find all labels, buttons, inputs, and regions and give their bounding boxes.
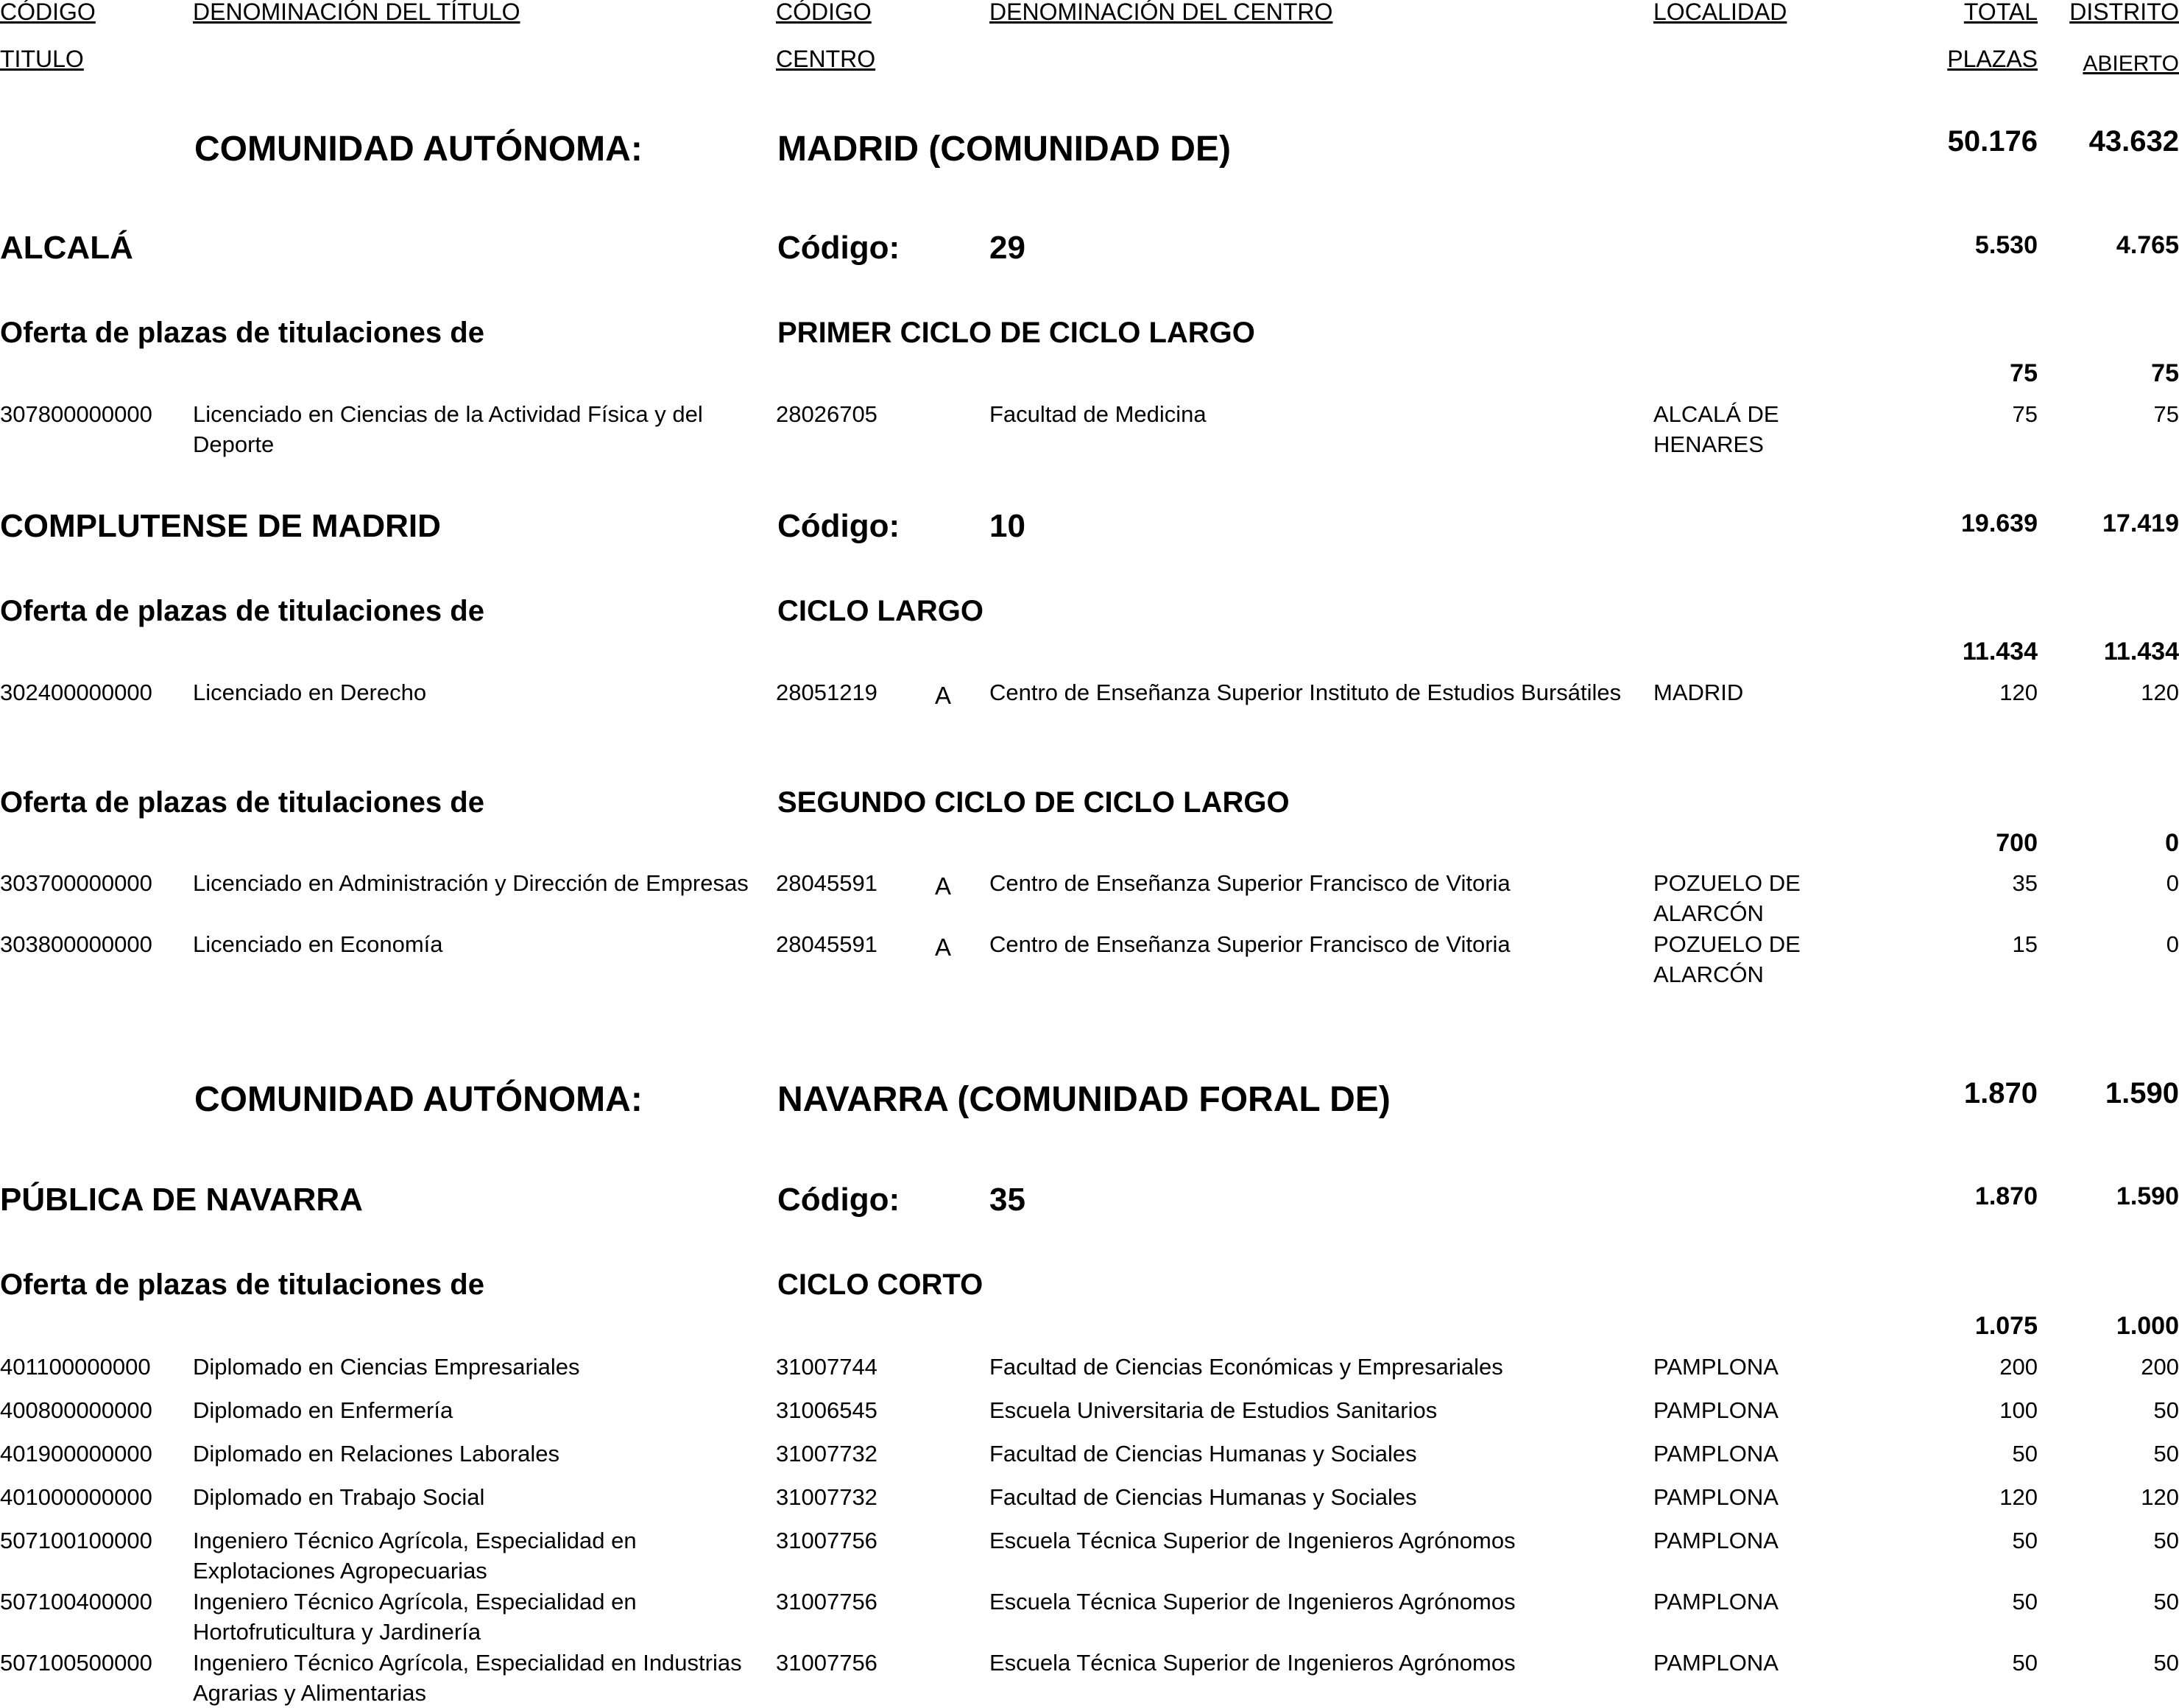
header-total-2: PLAZAS	[1947, 46, 2038, 72]
offer-type: PRIMER CICLO DE CICLO LARGO	[777, 317, 1255, 349]
university-name: PÚBLICA DE NAVARRA	[0, 1182, 363, 1218]
offer-abierto: 0	[2165, 829, 2179, 857]
row-titulo: Diplomado en Enfermería	[193, 1397, 453, 1423]
row-codigo: 507100500000	[0, 1650, 152, 1676]
row-abierto: 75	[2153, 401, 2179, 427]
row-codigo: 302400000000	[0, 680, 152, 705]
header-codigo-titulo-2: TITULO	[0, 46, 84, 72]
row-total: 15	[2012, 931, 2038, 957]
row-titulo: Licenciado en Administración y Dirección de Empresas	[193, 870, 749, 896]
community-name: NAVARRA (COMUNIDAD FORAL DE)	[777, 1080, 1391, 1119]
row-codigo: 401900000000	[0, 1441, 152, 1467]
row-abierto: 120	[2141, 1484, 2179, 1510]
row-centro: Facultad de Ciencias Humanas y Sociales	[989, 1484, 1417, 1510]
header-distrito-1: DISTRITO	[2069, 0, 2179, 25]
row-titulo: Licenciado en Economía	[193, 931, 443, 957]
offer-type: CICLO LARGO	[777, 595, 983, 627]
row-localidad: POZUELO DE ALARCÓN	[1653, 870, 1801, 926]
row-centro: Facultad de Medicina	[989, 401, 1207, 427]
community-name: MADRID (COMUNIDAD DE)	[777, 130, 1231, 169]
university-code-label: Código:	[777, 1182, 900, 1218]
row-titulo: Licenciado en Derecho	[193, 680, 427, 705]
row-centro-codigo: 28045591	[776, 931, 877, 957]
community-total: 50.176	[1947, 125, 2038, 158]
header-total-1: TOTAL	[1963, 0, 2038, 25]
community-abierto: 43.632	[2088, 125, 2179, 158]
university-total: 5.530	[1974, 231, 2038, 259]
offer-label: Oferta de plazas de titulaciones de	[0, 786, 484, 819]
row-total: 200	[1999, 1354, 2038, 1380]
row-localidad: POZUELO DE ALARCÓN	[1653, 931, 1801, 987]
row-centro-codigo: 31007744	[776, 1354, 877, 1380]
row-codigo: 507100400000	[0, 1589, 152, 1615]
header-distrito-2: ABIERTO	[2083, 52, 2179, 76]
row-codigo: 303700000000	[0, 870, 152, 896]
row-abierto: 50	[2153, 1397, 2179, 1423]
row-localidad: PAMPLONA	[1653, 1528, 1779, 1553]
offer-abierto: 1.000	[2116, 1312, 2179, 1340]
row-localidad: PAMPLONA	[1653, 1589, 1779, 1615]
university-abierto: 1.590	[2116, 1182, 2179, 1210]
row-total: 50	[2012, 1650, 2038, 1676]
university-total: 1.870	[1974, 1182, 2038, 1210]
university-name: ALCALÁ	[0, 230, 133, 266]
community-total: 1.870	[1963, 1077, 2038, 1109]
row-centro-codigo: 31007756	[776, 1589, 877, 1615]
row-total: 50	[2012, 1528, 2038, 1553]
row-titulo: Ingeniero Técnico Agrícola, Especialidad en Hortofruticultura y Jardinería	[193, 1589, 637, 1645]
row-centro: Centro de Enseñanza Superior Francisco de Vitoria	[989, 931, 1511, 957]
header-codigo-centro-2: CENTRO	[776, 46, 876, 72]
row-flag: A	[935, 682, 952, 709]
row-total: 50	[2012, 1589, 2038, 1615]
community-abierto: 1.590	[2105, 1077, 2179, 1109]
row-titulo: Ingeniero Técnico Agrícola, Especialidad en Explotaciones Agropecuarias	[193, 1528, 637, 1584]
row-centro-codigo: 31007756	[776, 1650, 877, 1676]
row-centro-codigo: 31007756	[776, 1528, 877, 1553]
row-titulo: Ingeniero Técnico Agrícola, Especialidad en Industrias Agrarias y Alimentarias	[193, 1650, 742, 1706]
row-localidad: ALCALÁ DE HENARES	[1653, 401, 1779, 457]
row-codigo: 400800000000	[0, 1397, 152, 1423]
row-centro-codigo: 31007732	[776, 1484, 877, 1510]
row-total: 120	[1999, 680, 2038, 705]
row-codigo: 303800000000	[0, 931, 152, 957]
row-centro: Centro de Enseñanza Superior Francisco de Vitoria	[989, 870, 1511, 896]
row-codigo: 307800000000	[0, 401, 152, 427]
offer-label: Oferta de plazas de titulaciones de	[0, 317, 484, 349]
university-abierto: 4.765	[2116, 231, 2179, 259]
row-total: 75	[2012, 401, 2038, 427]
offer-total: 75	[2010, 359, 2038, 387]
university-code: 29	[989, 230, 1025, 266]
row-abierto: 50	[2153, 1528, 2179, 1553]
row-abierto: 50	[2153, 1650, 2179, 1676]
header-denominacion-titulo: DENOMINACIÓN DEL TÍTULO	[193, 0, 520, 25]
row-total: 50	[2012, 1441, 2038, 1467]
row-total: 120	[1999, 1484, 2038, 1510]
row-centro-codigo: 28051219	[776, 680, 877, 705]
university-name: COMPLUTENSE DE MADRID	[0, 508, 441, 544]
row-centro-codigo: 28045591	[776, 870, 877, 896]
community-label: COMUNIDAD AUTÓNOMA:	[194, 1080, 643, 1119]
offer-label: Oferta de plazas de titulaciones de	[0, 1268, 484, 1301]
university-code-label: Código:	[777, 508, 900, 544]
row-localidad: PAMPLONA	[1653, 1397, 1779, 1423]
row-centro: Escuela Técnica Superior de Ingenieros Agrónomos	[989, 1528, 1516, 1553]
row-localidad: PAMPLONA	[1653, 1354, 1779, 1380]
row-centro-codigo: 28026705	[776, 401, 877, 427]
row-flag: A	[935, 934, 952, 961]
offer-total: 700	[1996, 829, 2038, 857]
row-total: 35	[2012, 870, 2038, 896]
row-flag: A	[935, 872, 952, 900]
row-centro: Facultad de Ciencias Económicas y Empresariales	[989, 1354, 1503, 1380]
row-abierto: 0	[2166, 870, 2179, 896]
row-codigo: 401000000000	[0, 1484, 152, 1510]
row-total: 100	[1999, 1397, 2038, 1423]
university-total: 19.639	[1961, 509, 2038, 537]
row-titulo: Diplomado en Relaciones Laborales	[193, 1441, 560, 1467]
row-codigo: 507100100000	[0, 1528, 152, 1553]
row-centro: Escuela Universitaria de Estudios Sanitarios	[989, 1397, 1438, 1423]
offer-abierto: 75	[2151, 359, 2179, 387]
offer-total: 11.434	[1962, 638, 2038, 666]
row-abierto: 200	[2141, 1354, 2179, 1380]
row-centro-codigo: 31006545	[776, 1397, 877, 1423]
university-code-label: Código:	[777, 230, 900, 266]
offer-type: CICLO CORTO	[777, 1268, 983, 1301]
university-abierto: 17.419	[2102, 509, 2179, 537]
header-codigo-titulo-1: CÓDIGO	[0, 0, 96, 25]
row-centro: Escuela Técnica Superior de Ingenieros Agrónomos	[989, 1589, 1516, 1615]
row-titulo: Licenciado en Ciencias de la Actividad Física y del Deporte	[193, 401, 703, 457]
row-abierto: 50	[2153, 1589, 2179, 1615]
row-centro-codigo: 31007732	[776, 1441, 877, 1467]
row-abierto: 0	[2166, 931, 2179, 957]
offer-label: Oferta de plazas de titulaciones de	[0, 595, 484, 627]
row-centro: Centro de Enseñanza Superior Instituto de Estudios Bursátiles	[989, 680, 1622, 705]
offer-total: 1.075	[1974, 1312, 2038, 1340]
row-abierto: 120	[2141, 680, 2179, 705]
header-localidad: LOCALIDAD	[1653, 0, 1787, 25]
offer-type: SEGUNDO CICLO DE CICLO LARGO	[777, 786, 1290, 819]
row-centro: Escuela Técnica Superior de Ingenieros Agrónomos	[989, 1650, 1516, 1676]
header-denominacion-centro: DENOMINACIÓN DEL CENTRO	[989, 0, 1333, 25]
row-localidad: PAMPLONA	[1653, 1484, 1779, 1510]
row-codigo: 401100000000	[0, 1354, 151, 1380]
community-label: COMUNIDAD AUTÓNOMA:	[194, 130, 643, 169]
offer-abierto: 11.434	[2103, 638, 2179, 666]
header-codigo-centro-1: CÓDIGO	[776, 0, 872, 25]
row-titulo: Diplomado en Trabajo Social	[193, 1484, 485, 1510]
row-titulo: Diplomado en Ciencias Empresariales	[193, 1354, 580, 1380]
row-abierto: 50	[2153, 1441, 2179, 1467]
row-localidad: MADRID	[1653, 680, 1744, 705]
row-localidad: PAMPLONA	[1653, 1650, 1779, 1676]
row-localidad: PAMPLONA	[1653, 1441, 1779, 1467]
university-code: 10	[989, 508, 1025, 544]
row-centro: Facultad de Ciencias Humanas y Sociales	[989, 1441, 1417, 1467]
university-code: 35	[989, 1182, 1025, 1218]
